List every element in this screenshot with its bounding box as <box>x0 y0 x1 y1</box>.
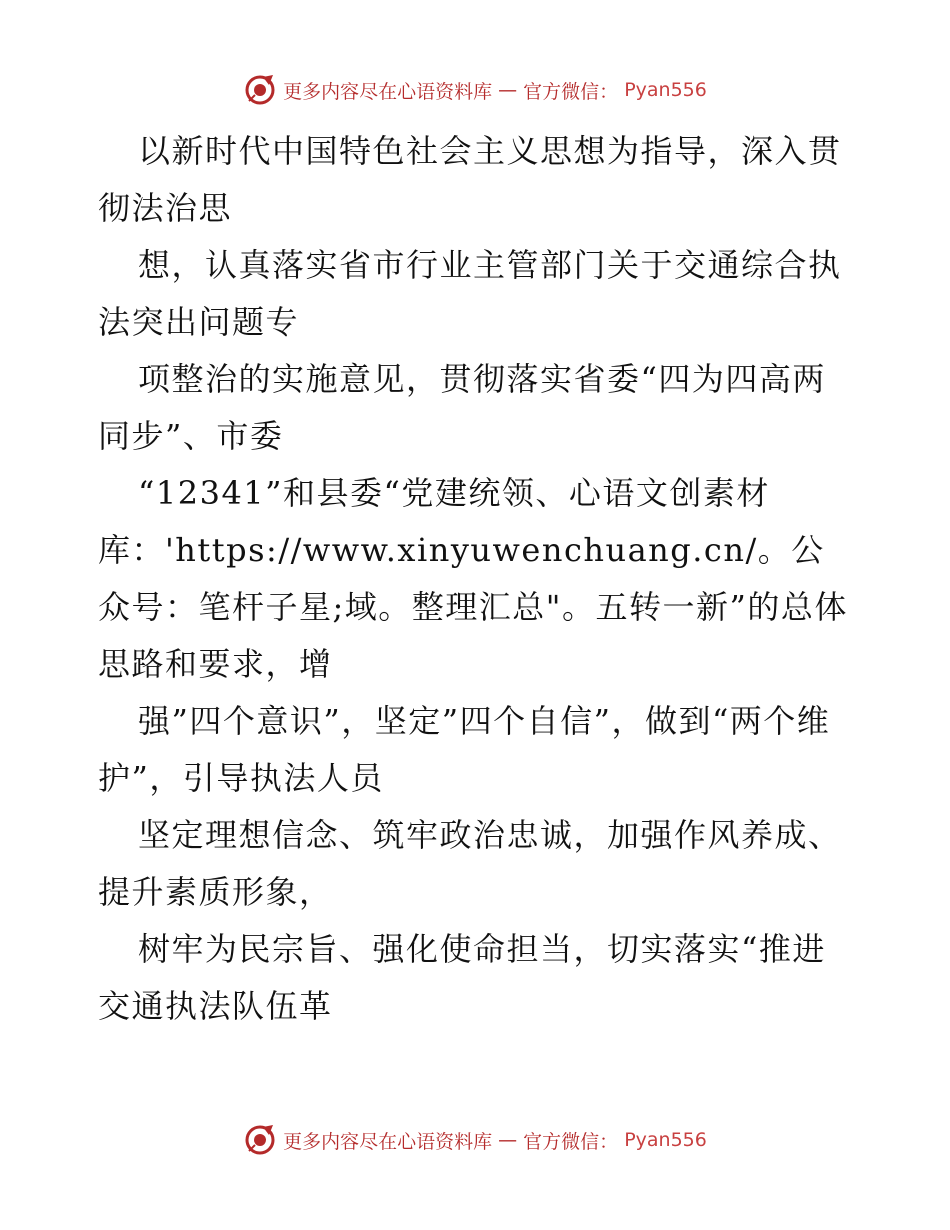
footer-separator: — <box>498 1129 518 1151</box>
pen-nib-circle-logo-icon <box>243 73 277 107</box>
footer-wechat-label: 官方微信： <box>523 1130 619 1153</box>
document-body <box>98 123 858 1035</box>
footer-site-text: 更多内容尽在心语资料库 <box>283 1130 493 1153</box>
paragraph-5: 强”四个意识”，坚定”四个自信”，做到“两个维护”，引导执法人员 <box>98 702 831 797</box>
paragraph-7: 树牢为民宗旨、强化使命担当，切实落实“推进交通执法队伍革 <box>98 930 826 1025</box>
paragraph-1: 以新时代中国特色社会主义思想为指导，深入贯彻法治思 <box>98 132 842 227</box>
header-wechat-label: 官方微信： <box>523 80 619 103</box>
paragraph-4: “12341”和县委“党建统领、心语文创素材库：'https://www.xinyuwenchuang.cn/。公众号：笔杆子星;域。整理汇总"。五转一新”的总体思路和要求，增 <box>98 474 848 683</box>
pen-nib-circle-logo-icon <box>243 1123 277 1157</box>
header-separator: — <box>498 79 518 101</box>
header-site-text: 更多内容尽在心语资料库 <box>283 80 493 103</box>
footer-banner <box>0 1122 950 1158</box>
paragraph-6: 坚定理想信念、筑牢政治忠诚，加强作风养成、提升素质形象， <box>98 816 842 911</box>
paragraph-3: 项整治的实施意见，贯彻落实省委“四为四高两同步”、市委 <box>98 360 826 455</box>
footer-wechat-id: Pyan556 <box>624 1129 707 1151</box>
paragraph-2: 想，认真落实省市行业主管部门关于交通综合执法突出问题专 <box>98 246 842 341</box>
header-wechat-id: Pyan556 <box>624 79 707 101</box>
header-banner <box>0 72 950 108</box>
